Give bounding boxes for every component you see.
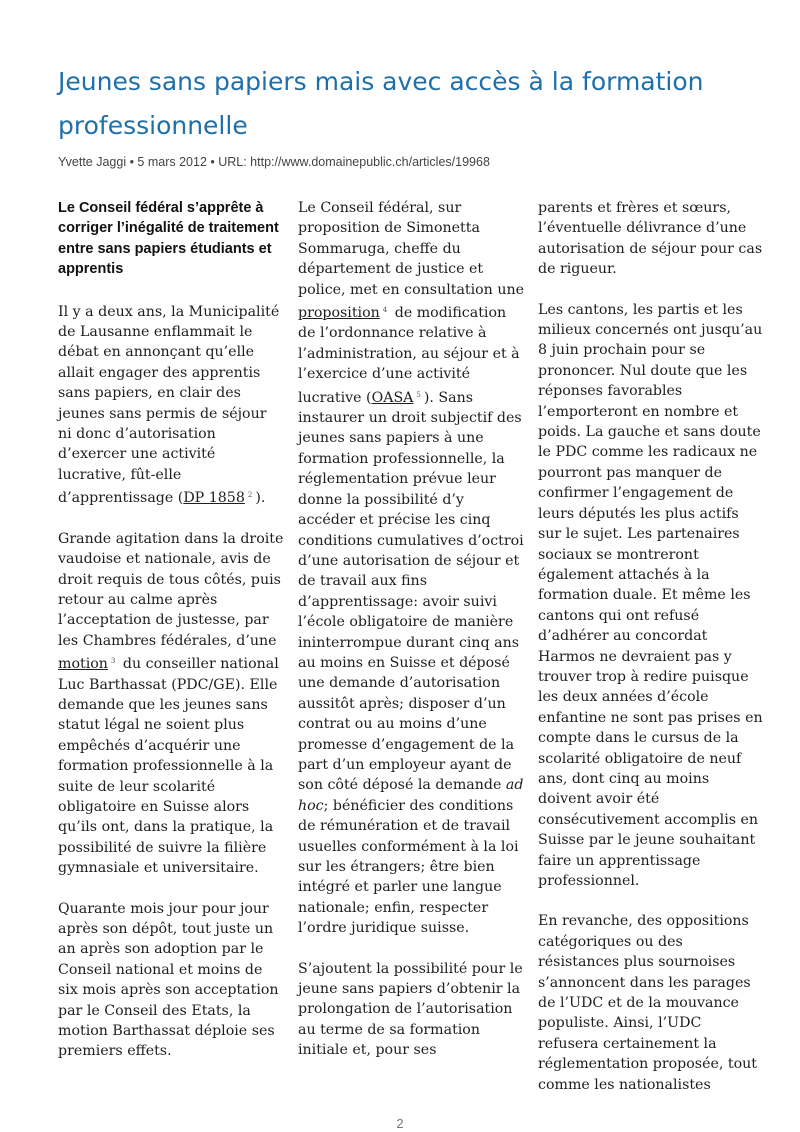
motion-link[interactable]: motion [58,656,108,673]
paragraph: S’ajoutent la possibilité pour le jeune sans papiers d’obtenir la prolongation de l’autorisation au terme de sa formation initiale et, pour ses [298,960,523,1059]
text: ; bénéficier des conditions de rémunération et de travail usuelles conformément à la loi sur les étrangers; être bien intégré et parler une langue nationale; enfin, respecter l’ordre juridique suisse. [298,797,519,937]
column-1 [58,198,284,1082]
column-2 [298,198,524,1081]
paragraph [298,198,524,939]
footnote-marker: 3 [110,657,116,666]
text: du conseiller national Luc Barthassat (PDC/GE). Elle demande que les jeunes sans statut légal ne soient plus empêchés d’acquérir une formation professionnelle à la suite de leur scolarité obligatoire en Suisse alors qu’ils ont, dans la pratique, la possibilité de suivre la filière gymnasiale et universitaire. [58,656,279,877]
proposition-link[interactable]: proposition [298,305,380,322]
dp-1858-link[interactable]: DP 1858 [183,490,245,507]
text: Il y a deux ans, la Municipalité de Lausanne enflammait le débat en annonçant qu’elle allait engager des apprentis sans papiers, en clair des jeunes sans permis de séjour ni donc d’autorisation d’exercer une activité lucrative, fût-elle d’apprentissage ( [58,303,280,507]
lead-heading: Le Conseil fédéral s’apprête à corriger l’inégalité de traitement entre sans papiers étudiants et apprentis [58,200,279,278]
paragraph: Les cantons, les partis et les milieux concernés ont jusqu’au 8 juin prochain pour se prononcer. Nul doute que les réponses favorables l’emporteront en nombre et poids. La gauche et sans doute le PDC comme les radicaux ne pourront pas manquer de confirmer l’engagement de leurs députés les plus actifs sur le sujet. Les partenaires sociaux se montreront également attachés à la formation duale. Et même les cantons qui ont refusé d’adhérer au concordat Harmos ne devraient pas y trouver trop à redire puisque les deux années d’école enfantine ne sont pas prises en compte dans le cursus de la scolarité obligatoire de neuf ans, dont cinq au moins doivent avoir été consécutivement accomplis en Suisse par le jeune souhaitant faire un apprentissage professionnel. [538,301,763,889]
text: Le Conseil fédéral, sur proposition de Simonetta Sommaruga, cheffe du département de justice et police, met en consultation une [298,200,525,298]
footnote-marker: 5 [416,390,421,399]
text: Grande agitation dans la droite vaudoise et nationale, avis de droit requis de tous côtés, puis retour au calme après l’acceptation de justesse, par les Chambres fédérales, d’une [58,530,284,649]
italic-text: ad hoc [298,777,524,814]
paragraph: Quarante mois jour pour jour après son dépôt, tout juste un an après son adoption par le Conseil national et moins de six mois après son acceptation par le Conseil des Etats, la motion Barthassat déploie ses premiers effets. [58,900,279,1060]
text: ). [255,490,266,507]
footnote-marker: 2 [247,491,253,500]
column-3 [538,198,764,1115]
footnote-marker: 4 [382,306,388,315]
paragraph: parents et frères et sœurs, l’éventuelle délivrance d’une autorisation de séjour pour cas de rigueur. [538,200,763,278]
paragraph [58,529,284,879]
text: de modification de l’ordonnance relative à l’administration, au séjour et à l’exercice d’une activité lucrative ( [298,305,520,406]
paragraph: En revanche, des oppositions catégoriques ou des résistances plus sournoises s’annoncent dans les parages de l’UDC et de la mouvance populiste. Ainsi, l’UDC refusera certainement la réglementation proposée, tout comme les nationalistes [538,913,757,1093]
byline: Yvette Jaggi • 5 mars 2012 • URL: http://www.domainepublic.ch/articles/19968 [58,155,490,169]
text: ). Sans instaurer un droit subjectif des jeunes sans papiers à une formation professionnelle, la réglementation prévue leur donne la possibilité d’y accéder et précise les cinq conditions cumulatives d’octroi d’une autorisation de séjour et de travail aux fins d’apprentissage: avoir suivi l’école obligatoire de manière ininterrompue durant cinq ans au moins en Suisse et déposé une demande d’autorisation aussitôt après; disposer d’un contrat ou au moins d’une promesse d’engagement de la part d’un employeur ayant de son côté déposé la demande [298,389,524,794]
paragraph [58,302,284,509]
oasa-link[interactable]: OASA [371,389,414,406]
page-number: 2 [396,1116,404,1131]
article-title: Jeunes sans papiers mais avec accès à la formation professionnelle [58,67,704,140]
